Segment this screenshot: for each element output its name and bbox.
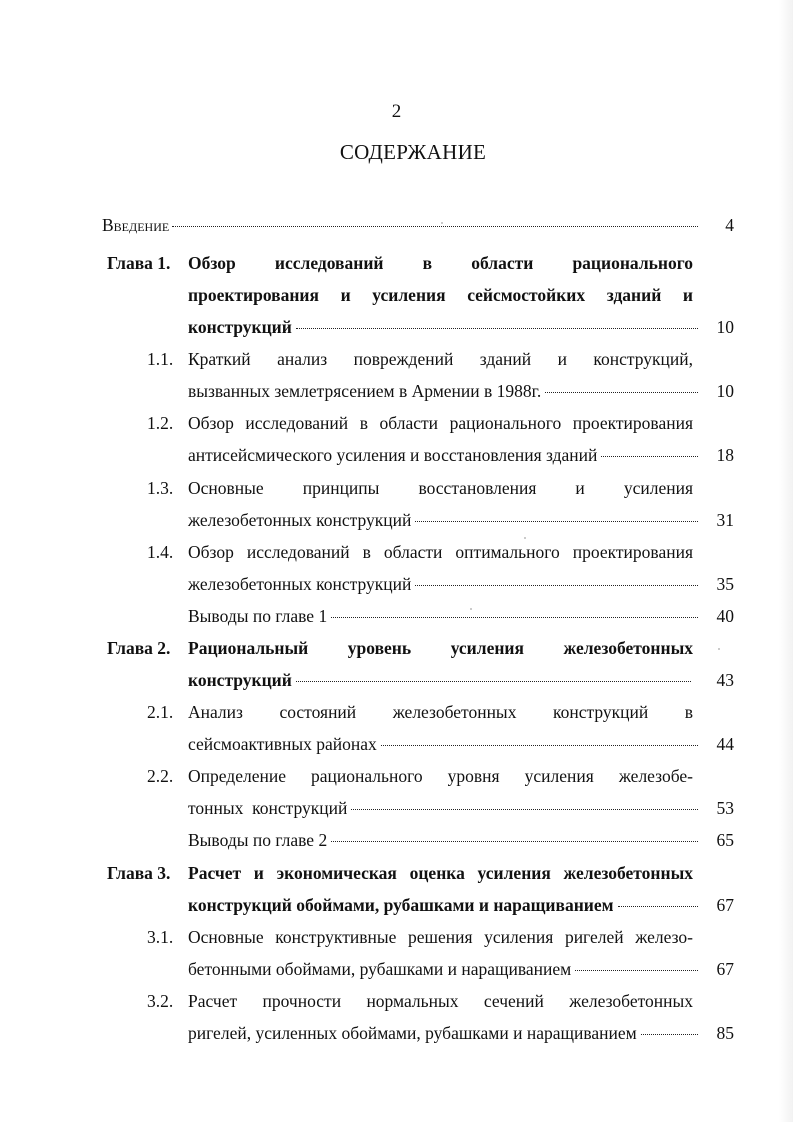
section-1-3-line-1[interactable]: Основные принципы восстановления и усиления bbox=[188, 478, 693, 498]
section-2-2-line-2[interactable] bbox=[188, 795, 700, 821]
chapter-2-page: 43 bbox=[716, 670, 734, 690]
section-1-1-line-1[interactable]: Краткий анализ повреждений зданий и конструкций, bbox=[188, 349, 693, 369]
section-3-1-line-2[interactable] bbox=[188, 956, 700, 982]
section-3-1-text: бетонными обоймами, рубашками и наращиванием bbox=[188, 959, 572, 979]
section-2-2-page: 53 bbox=[716, 798, 734, 818]
section-2-1-line-2[interactable] bbox=[188, 731, 700, 757]
section-1-3-label: 1.3. bbox=[147, 478, 174, 498]
chapter-2-conclusions-page: 65 bbox=[716, 830, 734, 850]
leader-dots bbox=[545, 392, 698, 393]
section-1-1-text: вызванных землетрясением в Армении в 1988г. bbox=[188, 381, 542, 401]
chapter-2-conclusions-text: Выводы по главе 2 bbox=[188, 830, 328, 850]
toc-intro-label: Введение bbox=[102, 215, 170, 235]
section-3-1-page: 67 bbox=[716, 959, 734, 979]
section-1-1-line-2[interactable] bbox=[188, 378, 700, 404]
leader-dots bbox=[641, 1034, 698, 1035]
scan-speck bbox=[524, 537, 526, 539]
section-1-2-line-2[interactable] bbox=[188, 442, 700, 468]
scan-speck bbox=[718, 648, 720, 650]
section-1-1-page: 10 bbox=[716, 381, 734, 401]
section-1-4-line-1[interactable]: Обзор исследований в области оптимального проектирования bbox=[188, 542, 693, 562]
leader-dots bbox=[331, 841, 698, 842]
section-3-2-label: 3.2. bbox=[147, 991, 174, 1011]
page-edge-shadow bbox=[779, 0, 793, 1122]
chapter-3-title-line-1[interactable]: Расчет и экономическая оценка усиления железобетонных bbox=[188, 863, 693, 883]
chapter-3-page: 67 bbox=[716, 895, 734, 915]
section-1-2-line-1[interactable]: Обзор исследований в области рационального проектирования bbox=[188, 413, 693, 433]
chapter-1-page: 10 bbox=[716, 317, 734, 337]
chapter-2-title-line-1[interactable]: Рациональный уровень усиления железобетонных bbox=[188, 638, 693, 658]
section-2-1-text: сейсмоактивных районах bbox=[188, 734, 377, 754]
scan-speck bbox=[470, 608, 472, 610]
section-1-3-page: 31 bbox=[716, 510, 734, 530]
leader-dots bbox=[415, 585, 698, 586]
section-1-2-label: 1.2. bbox=[147, 413, 174, 433]
chapter-1-label: Глава 1. bbox=[107, 253, 171, 273]
chapter-1-title-line-1[interactable]: Обзор исследований в области рационального bbox=[188, 253, 693, 273]
leader-dots bbox=[331, 617, 698, 618]
page-number: 2 bbox=[391, 101, 402, 122]
chapter-1-title-text: конструкций bbox=[188, 317, 292, 337]
leader-dots bbox=[618, 906, 698, 907]
section-3-1-label: 3.1. bbox=[147, 927, 174, 947]
chapter-1-conclusions-text: Выводы по главе 1 bbox=[188, 606, 328, 626]
section-3-2-line-1[interactable]: Расчет прочности нормальных сечений железобетонных bbox=[188, 991, 693, 1011]
leader-dots bbox=[601, 456, 698, 457]
chapter-1-title-line-3[interactable] bbox=[188, 314, 700, 340]
section-3-2-page: 85 bbox=[716, 1023, 734, 1043]
chapter-2-label: Глава 2. bbox=[107, 638, 171, 658]
leader-dots bbox=[296, 681, 691, 682]
chapter-2-title-line-2[interactable] bbox=[188, 667, 693, 693]
leader-dots bbox=[172, 226, 698, 227]
leader-dots bbox=[351, 809, 698, 810]
section-2-2-label: 2.2. bbox=[147, 766, 174, 786]
section-1-4-page: 35 bbox=[716, 574, 734, 594]
chapter-1-conclusions-page: 40 bbox=[716, 606, 734, 626]
leader-dots bbox=[381, 745, 698, 746]
section-2-2-line-1[interactable]: Определение рационального уровня усиления железобе- bbox=[188, 766, 693, 786]
section-1-3-text: железобетонных конструкций bbox=[188, 510, 412, 530]
section-3-1-line-1[interactable]: Основные конструктивные решения усиления ригелей железо- bbox=[188, 927, 693, 947]
chapter-1-conclusions[interactable] bbox=[188, 603, 700, 629]
section-1-4-text: железобетонных конструкций bbox=[188, 574, 412, 594]
section-2-1-page: 44 bbox=[716, 734, 734, 754]
chapter-3-title-text: конструкций обоймами, рубашками и наращиванием bbox=[188, 895, 614, 915]
section-1-1-label: 1.1. bbox=[147, 349, 174, 369]
chapter-2-title-text: конструкций bbox=[188, 670, 292, 690]
leader-dots bbox=[575, 970, 698, 971]
section-1-4-line-2[interactable] bbox=[188, 571, 700, 597]
leader-dots bbox=[296, 328, 698, 329]
toc-intro-page: 4 bbox=[725, 215, 734, 235]
section-2-2-text: тонных конструкций bbox=[188, 798, 348, 818]
chapter-3-title-line-2[interactable] bbox=[188, 892, 700, 918]
section-2-1-label: 2.1. bbox=[147, 702, 174, 722]
page-title: СОДЕРЖАНИЕ bbox=[339, 140, 487, 164]
section-1-2-page: 18 bbox=[716, 445, 734, 465]
scan-speck bbox=[441, 222, 443, 224]
section-1-2-text: антисейсмического усиления и восстановления зданий bbox=[188, 445, 598, 465]
chapter-3-label: Глава 3. bbox=[107, 863, 171, 883]
section-3-2-text: ригелей, усиленных обоймами, рубашками и наращиванием bbox=[188, 1023, 637, 1043]
chapter-2-conclusions[interactable] bbox=[188, 827, 700, 853]
section-1-3-line-2[interactable] bbox=[188, 507, 700, 533]
toc-intro-entry[interactable] bbox=[102, 212, 700, 238]
section-3-2-line-2[interactable] bbox=[188, 1020, 700, 1046]
chapter-1-title-line-2[interactable]: проектирования и усиления сейсмостойких зданий и bbox=[188, 285, 693, 305]
section-2-1-line-1[interactable]: Анализ состояний железобетонных конструкций в bbox=[188, 702, 693, 722]
section-1-4-label: 1.4. bbox=[147, 542, 174, 562]
leader-dots bbox=[415, 521, 698, 522]
